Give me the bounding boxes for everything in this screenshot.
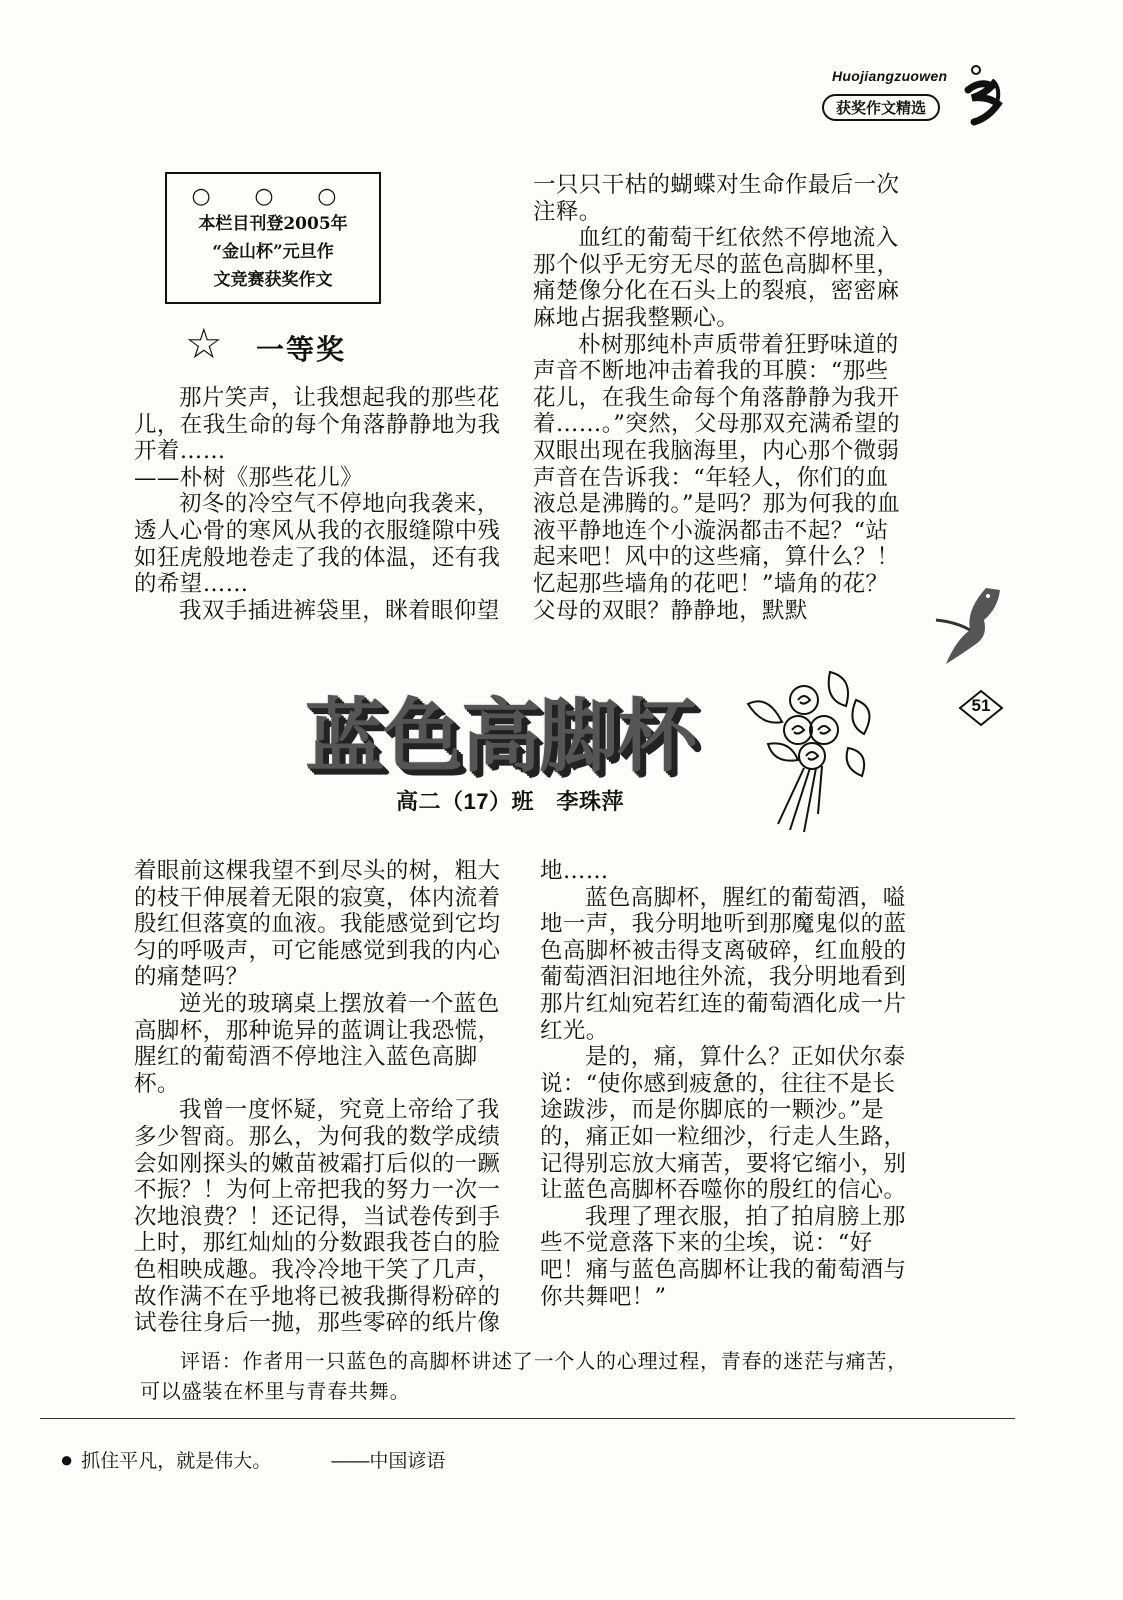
paragraph: 血红的葡萄干红依然不停地流入那个似乎无穷无尽的蓝色高脚杯里，痛楚像分化在石头上的裂痕，密密麻麻地占据我整颗心。 <box>533 225 900 331</box>
paragraph: 着眼前这棵我望不到尽头的树，粗大的枝干伸展着无限的寂寞，体内流着殷红但落寞的血液。我能感觉到它均匀的呼吸声，可它能感觉到我的内心的痛楚吗？ <box>134 858 501 991</box>
paragraph: 一只只干枯的蝴蝶对生命作最后一次注释。 <box>533 172 900 225</box>
award-label: 一等奖 <box>256 333 347 366</box>
note-line-2: “金山杯”元旦作 <box>212 242 334 262</box>
star-icon: ☆ <box>185 319 223 368</box>
paragraph: 我理了理衣服，拍了拍肩膀上那些不觉意落下来的尘埃，说：“好吧！痛与蓝色高脚杯让我的葡萄酒与你共舞吧！” <box>540 1203 907 1310</box>
epigraph-source: ——朴树《那些花儿》 <box>134 464 364 491</box>
bird-icon <box>926 580 1006 680</box>
footer-quote: 抓住平凡，就是伟大。 <box>81 1451 272 1472</box>
paragraph: 是的，痛，算什么？正如伏尔泰说：“使你感到疲惫的，往往不是长途跋涉，而是你脚底的一颗沙。”是的，痛正如一粒细沙，行走人生路，记得别忘放大痛苦，要将它缩小，别让蓝色高脚杯吞噬你的殷红的信心。 <box>540 1044 907 1204</box>
header-pinyin: Huojiangzuowen <box>832 68 948 84</box>
paragraph: 地…… <box>540 858 609 884</box>
column-bottom-right <box>540 858 912 1310</box>
article-title: 蓝色高脚杯 <box>305 690 695 783</box>
column-bottom-left <box>134 858 504 1337</box>
page-number: 51 <box>971 696 991 715</box>
section-badge: 获奖作文精选 <box>822 94 940 121</box>
editor-comment: 评语：作者用一只蓝色的高脚杯讲述了一个人的心理过程，青春的迷茫与痛苦，可以盛装在杯里与青春共舞。 <box>140 1349 908 1403</box>
paragraph: 蓝色高脚杯，腥红的葡萄酒，嗌地一声，我分明地听到那魔鬼似的蓝色高脚杯被击得支离破碎，红血般的葡萄酒汩汩地往外流，我分明地看到那片红灿宛若红连的葡萄酒化成一片红光。 <box>540 884 907 1044</box>
paragraph: 我双手插进裤袋里，眯着眼仰望 <box>179 597 500 624</box>
column-note-box <box>165 172 381 304</box>
paragraph: 初冬的冷空气不停地向我袭来，透人心骨的寒风从我的衣服缝隙中残如狂虎般地卷走了我的体温，还有我的希望…… <box>134 491 501 598</box>
flower-bouquet-icon <box>738 664 888 834</box>
column-top-right <box>533 172 903 624</box>
footer-rule <box>40 1418 1015 1419</box>
footer-quote-source: ——中国谚语 <box>331 1451 446 1472</box>
paragraph: 朴树那纯朴声质带着狂野味道的声音不断地冲击着我的耳膜：“那些花儿，在我生命每个角落静静为我开着……。”突然，父母那双充满希望的双眼出现在我脑海里，内心那个微弱声音在告诉我：“年轻人，你们的血液总是沸腾的。”是吗？那为何我的血液平静地连个小漩涡都击不起？“站起来吧！风中的这些痛，算什么？！忆起那些墙角的花吧！”墙角的花？父母的双眼？静静地，默默 <box>533 331 901 624</box>
note-circles: ○ ○ ○ <box>191 183 355 209</box>
paragraph: 我曾一度怀疑，究竟上帝给了我多少智商。那么，为何我的数学成绩会如刚探头的嫩苗被霜打后似的一蹶不振？！为何上帝把我的努力一次一次地浪费？！还记得，当试卷传到手上时，那红灿灿的分数跟我苍白的脸色相映成趣。我冷冷地干笑了几声，故作满不在乎地将已被我撕得粉碎的试卷往身后一抛，那些零碎的纸片像 <box>134 1097 501 1337</box>
footer-quote-line <box>60 1446 445 1473</box>
column-top-left <box>134 385 502 624</box>
note-line-3: 文竞赛获奖作文 <box>213 270 333 290</box>
paragraph: 逆光的玻璃桌上摆放着一个蓝色高脚杯，那种诡异的蓝调让我恐慌，腥红的葡萄酒不停地注入蓝色高脚杯。 <box>134 990 501 1097</box>
epigraph: 那片笑声，让我想起我的那些花儿，在我生命的每个角落静静地为我开着…… <box>134 385 501 465</box>
brush-logo-icon <box>958 60 1014 130</box>
note-line-1: 本栏目刊登2005年 <box>198 214 348 234</box>
bullet-icon: ● <box>60 1446 74 1472</box>
article-author: 高二（17）班 李珠萍 <box>396 789 624 814</box>
